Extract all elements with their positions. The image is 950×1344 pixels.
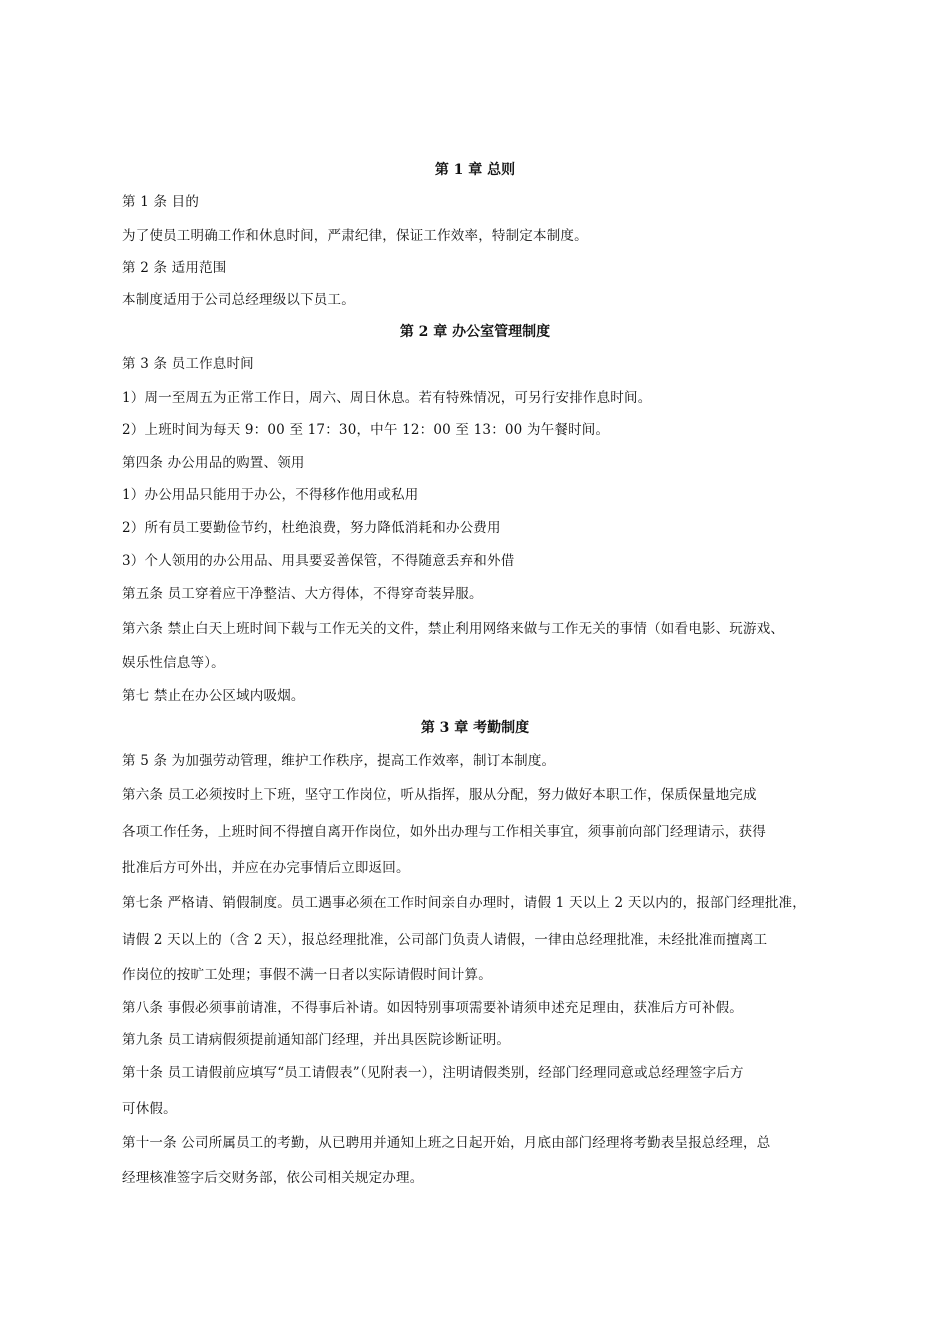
- attendance-article-8: 第八条 事假必须事前请准，不得事后补请。如因特别事项需要补请须申述充足理由，获准后方可补假。: [122, 1000, 743, 1016]
- article-4-item-3: 3）个人领用的办公用品、用具要妥善保管，不得随意丢弃和外借: [122, 553, 515, 569]
- chapter-1-title: 第 1 章 总则: [434, 162, 516, 178]
- article-4-item-2: 2）所有员工要勤俭节约，杜绝浪费，努力降低消耗和办公费用: [122, 520, 501, 536]
- article-4-item-1: 1）办公用品只能用于办公，不得移作他用或私用: [122, 487, 419, 503]
- article-1-title: 第 1 条 目的: [122, 194, 200, 210]
- attendance-article-7-line-1: 第七条 严格请、销假制度。员工遇事必须在工作时间亲自办理时，请假 1 天以上 2 天以内的，报部门经理批准，: [122, 895, 806, 911]
- article-6-text-line-2: 娱乐性信息等）。: [122, 655, 225, 671]
- article-5-text: 第五条 员工穿着应干净整洁、大方得体，不得穿奇装异服。: [122, 586, 483, 602]
- article-2-body: 本制度适用于公司总经理级以下员工。: [122, 292, 355, 308]
- article-1-body: 为了使员工明确工作和休息时间，严肃纪律，保证工作效率，特制定本制度。: [122, 228, 588, 244]
- chapter-2-title: 第 2 章 办公室管理制度: [399, 324, 551, 340]
- article-7-text: 第七 禁止在办公区域内吸烟。: [122, 688, 305, 704]
- chapter-3-title: 第 3 章 考勤制度: [420, 720, 530, 736]
- attendance-article-10-line-1: 第十条 员工请假前应填写“员工请假表”（见附表一），注明请假类别，经部门经理同意或总经理签字后方: [122, 1065, 744, 1081]
- attendance-article-6-line-3: 批准后方可外出，并应在办完事情后立即返回。: [122, 860, 410, 876]
- attendance-article-10-line-2: 可休假。: [122, 1101, 177, 1117]
- attendance-article-6-line-1: 第六条 员工必须按时上下班，坚守工作岗位，听从指挥，服从分配，努力做好本职工作，保质保量地完成: [122, 787, 757, 803]
- attendance-article-7-line-2: 请假 2 天以上的（含 2 天），报总经理批准，公司部门负责人请假，一律由总经理批准，未经批准而擅离工: [122, 932, 768, 948]
- article-3-title: 第 3 条 员工作息时间: [122, 356, 254, 372]
- attendance-article-11-line-2: 经理核准签字后交财务部，依公司相关规定办理。: [122, 1170, 424, 1186]
- attendance-article-11-line-1: 第十一条 公司所属员工的考勤，从已聘用并通知上班之日起开始，月底由部门经理将考勤表呈报总经理，总: [122, 1135, 771, 1151]
- attendance-article-5: 第 5 条 为加强劳动管理，维护工作秩序，提高工作效率，制订本制度。: [122, 753, 556, 769]
- attendance-article-7-line-3: 作岗位的按旷工处理；事假不满一日者以实际请假时间计算。: [122, 967, 492, 983]
- attendance-article-6-line-2: 各项工作任务，上班时间不得擅自离开作岗位，如外出办理与工作相关事宜，须事前向部门经理请示，获得: [122, 824, 766, 840]
- article-3-item-1: 1）周一至周五为正常工作日，周六、周日休息。若有特殊情况，可另行安排作息时间。: [122, 390, 652, 406]
- article-6-text-line-1: 第六条 禁止白天上班时间下载与工作无关的文件，禁止利用网络来做与工作无关的事情（如看电影、玩游戏、: [122, 621, 785, 637]
- article-3-item-2: 2）上班时间为每天 9：00 至 17：30，中午 12：00 至 13：00 为午餐时间。: [122, 422, 610, 438]
- article-4-title: 第四条 办公用品的购置、领用: [122, 455, 305, 471]
- article-2-title: 第 2 条 适用范围: [122, 260, 227, 276]
- attendance-article-9: 第九条 员工请病假须提前通知部门经理，并出具医院诊断证明。: [122, 1032, 511, 1048]
